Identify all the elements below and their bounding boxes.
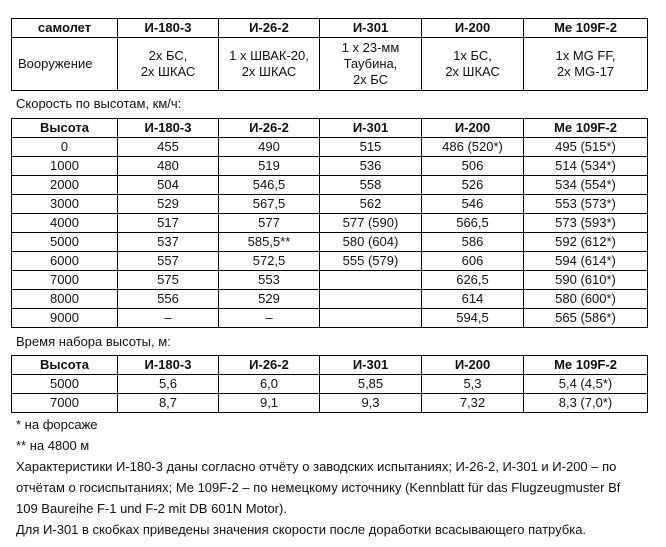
- table-header-row: [12, 19, 648, 38]
- header-cell: Высота: [12, 119, 118, 138]
- armament-line: 2х ШКАС: [241, 64, 297, 79]
- value-cell: 562: [320, 195, 422, 214]
- value-cell: 529: [118, 195, 219, 214]
- footnote: Характеристики И-180-3 даны согласно отчёту о заводских испытаниях; И-26-2, И-301 и И-200 – по: [16, 459, 617, 474]
- header-cell: И-301: [320, 356, 422, 375]
- value-cell: 7,32: [422, 394, 524, 413]
- table-row: [12, 195, 648, 214]
- header-cell: И-301: [320, 119, 422, 138]
- value-cell: [320, 309, 422, 328]
- value-cell: 5,3: [422, 375, 524, 394]
- value-cell: 555 (579): [320, 252, 422, 271]
- footnotes: [16, 414, 656, 540]
- altitude-cell: 0: [12, 138, 118, 157]
- altitude-cell: 9000: [12, 309, 118, 328]
- value-cell: [320, 290, 422, 309]
- header-cell: И-200: [422, 356, 524, 375]
- value-cell: 614: [422, 290, 524, 309]
- armament-line: 1 х 23-мм: [341, 40, 400, 55]
- header-cell: Me 109F-2: [524, 19, 648, 38]
- value-cell: 558: [320, 176, 422, 195]
- value-cell: 519: [219, 157, 320, 176]
- value-cell: 590 (610*): [524, 271, 648, 290]
- value-cell: 529: [219, 290, 320, 309]
- value-cell: 537: [118, 233, 219, 252]
- altitude-cell: 6000: [12, 252, 118, 271]
- altitude-cell: 7000: [12, 394, 118, 413]
- value-cell: 565 (586*): [524, 309, 648, 328]
- value-cell: 573 (593*): [524, 214, 648, 233]
- armament-line: 2х БС,: [148, 48, 188, 63]
- armament-line: Таубина,: [343, 56, 398, 71]
- header-cell: И-26-2: [219, 119, 320, 138]
- value-cell: 575: [118, 271, 219, 290]
- header-cell: Высота: [12, 356, 118, 375]
- value-cell: 9,1: [219, 394, 320, 413]
- altitude-cell: 3000: [12, 195, 118, 214]
- table-row: [12, 233, 648, 252]
- value-cell: 455: [118, 138, 219, 157]
- header-cell: самолет: [12, 19, 118, 38]
- armament-line: 2х ШКАС: [140, 64, 196, 79]
- value-cell: 553: [219, 271, 320, 290]
- value-cell: 526: [422, 176, 524, 195]
- value-cell: 592 (612*): [524, 233, 648, 252]
- value-cell: 594,5: [422, 309, 524, 328]
- value-cell: 9,3: [320, 394, 422, 413]
- armament-cell: [118, 38, 219, 91]
- table-row: [12, 157, 648, 176]
- climb-table: [11, 355, 648, 413]
- footnote: отчётам о госиспытаниях; Me 109F-2 – по немецкому источнику (Kennblatt für das Flugzeugmuster Bf: [16, 480, 621, 495]
- value-cell: 534 (554*): [524, 176, 648, 195]
- value-cell: 606: [422, 252, 524, 271]
- table-row: [12, 394, 648, 413]
- value-cell: 557: [118, 252, 219, 271]
- armament-line: 2х ШКАС: [445, 64, 500, 79]
- value-cell: 572,5: [219, 252, 320, 271]
- table-row: [12, 38, 648, 91]
- speed-table: [11, 118, 648, 328]
- value-cell: 580 (604): [320, 233, 422, 252]
- altitude-cell: 2000: [12, 176, 118, 195]
- value-cell: 517: [118, 214, 219, 233]
- value-cell: [320, 271, 422, 290]
- table-row: [12, 214, 648, 233]
- header-cell: Me 109F-2: [524, 119, 648, 138]
- table-header-row: [12, 119, 648, 138]
- table-row: [12, 375, 648, 394]
- table-row: [12, 138, 648, 157]
- value-cell: 5,6: [118, 375, 219, 394]
- header-cell: И-180-3: [118, 356, 219, 375]
- value-cell: 8,7: [118, 394, 219, 413]
- value-cell: 506: [422, 157, 524, 176]
- armament-cell: [422, 38, 524, 91]
- header-cell: И-200: [422, 19, 524, 38]
- table-header-row: [12, 356, 648, 375]
- table-row: [12, 271, 648, 290]
- footnote: 109 Baureihe F-1 und F-2 mit DB 601N Motor).: [16, 501, 287, 516]
- altitude-cell: 8000: [12, 290, 118, 309]
- altitude-cell: 7000: [12, 271, 118, 290]
- armament-cell: [524, 38, 648, 91]
- altitude-cell: 1000: [12, 157, 118, 176]
- armament-line: 2х БС: [352, 72, 389, 87]
- value-cell: 577: [219, 214, 320, 233]
- climb-caption: Время набора высоты, м:: [16, 334, 171, 349]
- value-cell: 8,3 (7,0*): [524, 394, 648, 413]
- value-cell: 5,4 (4,5*): [524, 375, 648, 394]
- altitude-cell: 5000: [12, 375, 118, 394]
- value-cell: 556: [118, 290, 219, 309]
- armament-label: Вооружение: [12, 38, 118, 91]
- value-cell: –: [219, 309, 320, 328]
- value-cell: 6,0: [219, 375, 320, 394]
- value-cell: 546,5: [219, 176, 320, 195]
- footnote: ** на 4800 м: [16, 438, 90, 453]
- value-cell: 566,5: [422, 214, 524, 233]
- armament-cell: [219, 38, 320, 91]
- speed-caption: Скорость по высотам, км/ч:: [16, 96, 182, 111]
- header-cell: Me 109F-2: [524, 356, 648, 375]
- header-cell: И-26-2: [219, 356, 320, 375]
- value-cell: 490: [219, 138, 320, 157]
- footnote: * на форсаже: [16, 417, 98, 432]
- value-cell: 577 (590): [320, 214, 422, 233]
- header-cell: И-180-3: [118, 19, 219, 38]
- value-cell: –: [118, 309, 219, 328]
- value-cell: 486 (520*): [422, 138, 524, 157]
- altitude-cell: 5000: [12, 233, 118, 252]
- value-cell: 515: [320, 138, 422, 157]
- header-cell: И-301: [320, 19, 422, 38]
- value-cell: 567,5: [219, 195, 320, 214]
- armament-cell: [320, 38, 422, 91]
- value-cell: 504: [118, 176, 219, 195]
- altitude-cell: 4000: [12, 214, 118, 233]
- value-cell: 5,85: [320, 375, 422, 394]
- value-cell: 546: [422, 195, 524, 214]
- armament-line: 2х MG-17: [556, 64, 615, 79]
- table-row: [12, 176, 648, 195]
- armament-table: [11, 18, 648, 91]
- header-cell: И-26-2: [219, 19, 320, 38]
- armament-line: 1 х ШВАК-20,: [229, 48, 309, 63]
- value-cell: 585,5**: [219, 233, 320, 252]
- armament-line: 1х MG FF,: [555, 48, 616, 63]
- table-row: [12, 290, 648, 309]
- value-cell: 594 (614*): [524, 252, 648, 271]
- header-cell: И-200: [422, 119, 524, 138]
- value-cell: 536: [320, 157, 422, 176]
- value-cell: 514 (534*): [524, 157, 648, 176]
- value-cell: 626,5: [422, 271, 524, 290]
- table-row: [12, 309, 648, 328]
- header-cell: И-180-3: [118, 119, 219, 138]
- table-row: [12, 252, 648, 271]
- armament-line: 1х БС,: [453, 48, 492, 63]
- value-cell: 480: [118, 157, 219, 176]
- value-cell: 586: [422, 233, 524, 252]
- value-cell: 495 (515*): [524, 138, 648, 157]
- value-cell: 553 (573*): [524, 195, 648, 214]
- value-cell: 580 (600*): [524, 290, 648, 309]
- footnote: Для И-301 в скобках приведены значения скорости после доработки всасывающего патрубка.: [16, 522, 587, 537]
